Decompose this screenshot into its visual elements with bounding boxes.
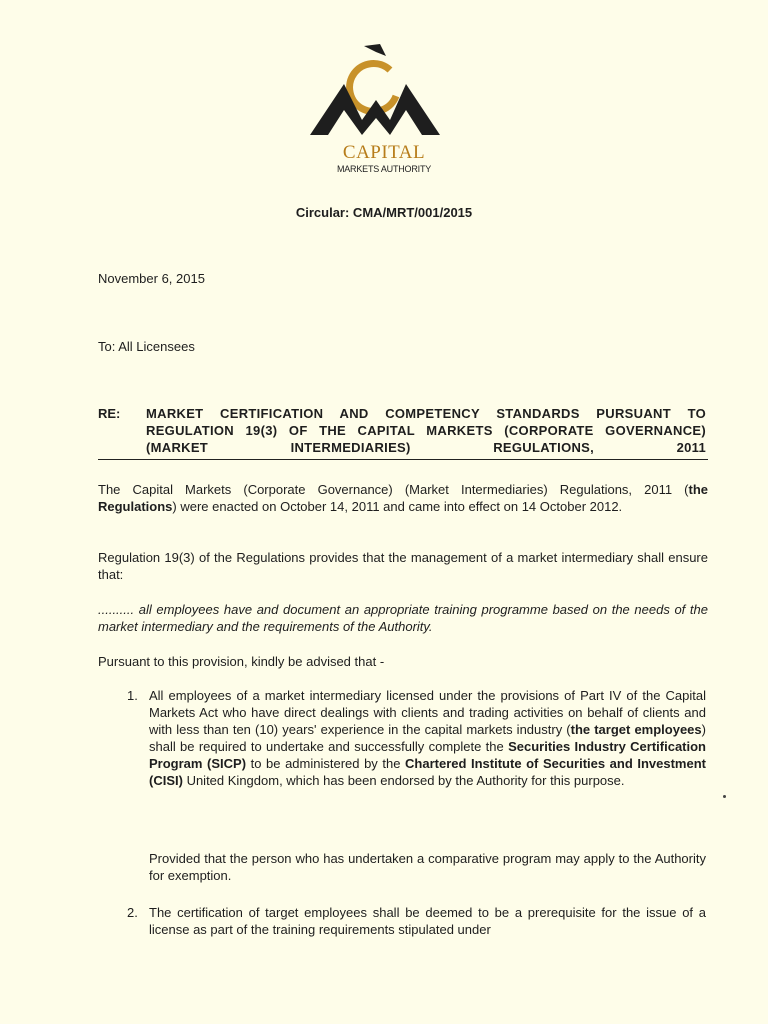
bold-term: the target employees	[570, 722, 702, 737]
paragraph-regulations-intro	[98, 481, 708, 515]
text-span: All employees of a market intermediary licensed under the provisions of Part IV of the Capital Markets Act who have direct dealings with clients and trading activities on behalf of clients and with less than ten (10) years' experience in the capital markets industry (	[149, 688, 706, 737]
recipient-line: To: All Licensees	[98, 339, 195, 354]
list-item-2: The certification of target employees shall be deemed to be a prerequisite for the issue of a license as part of the training requirements stipulated under	[149, 905, 706, 937]
subject-underline	[98, 459, 708, 460]
subject-title: MARKET CERTIFICATION AND COMPETENCY STANDARDS PURSUANT TO REGULATION 19(3) OF THE CAPITAL MARKETS (CORPORATE GOVERNANCE) (MARKET INTERMEDIARIES) REGULATIONS, 2011	[146, 406, 706, 455]
circular-reference: Circular: CMA/MRT/001/2015	[295, 205, 473, 220]
list-number: 2.	[127, 905, 138, 920]
text-span: ) shall be required to undertake and successfully complete the	[149, 722, 706, 754]
list-item-1-proviso: Provided that the person who has undertaken a comparative program may apply to the Authority for exemption.	[149, 851, 706, 883]
subject-label: RE:	[98, 406, 121, 421]
cma-emblem-icon	[310, 40, 440, 140]
text-span: United Kingdom, which has been endorsed by the Authority for this purpose.	[182, 773, 625, 788]
quoted-regulation: .......... all employees have and document an appropriate training programme based on the needs of the market intermediary and the requirements of the Authority.	[98, 602, 708, 634]
brand-subtitle: MARKETS AUTHORITY	[336, 164, 432, 174]
list-number: 1.	[127, 688, 138, 703]
letter-date: November 6, 2015	[98, 271, 205, 286]
bold-term: Securities Industry Certification Program (SICP)	[149, 739, 706, 771]
bold-term: Chartered Institute of Securities and Investment (CISI)	[149, 756, 706, 788]
list-item-1	[149, 687, 706, 789]
text-span: to be administered by the	[246, 756, 406, 771]
paragraph-regulation-19: Regulation 19(3) of the Regulations provides that the management of a market intermediary shall ensure that:	[98, 550, 708, 582]
paragraph-advice: Pursuant to this provision, kindly be advised that -	[98, 654, 385, 669]
text-span: ) were enacted on October 14, 2011 and came into effect on 14 October 2012.	[172, 499, 623, 514]
bold-term: the Regulations	[98, 482, 708, 514]
brand-name: CAPITAL	[342, 142, 426, 163]
text-span: The Capital Markets (Corporate Governance) (Market Intermediaries) Regulations, 2011 (	[98, 482, 689, 497]
scan-speck	[723, 795, 726, 798]
